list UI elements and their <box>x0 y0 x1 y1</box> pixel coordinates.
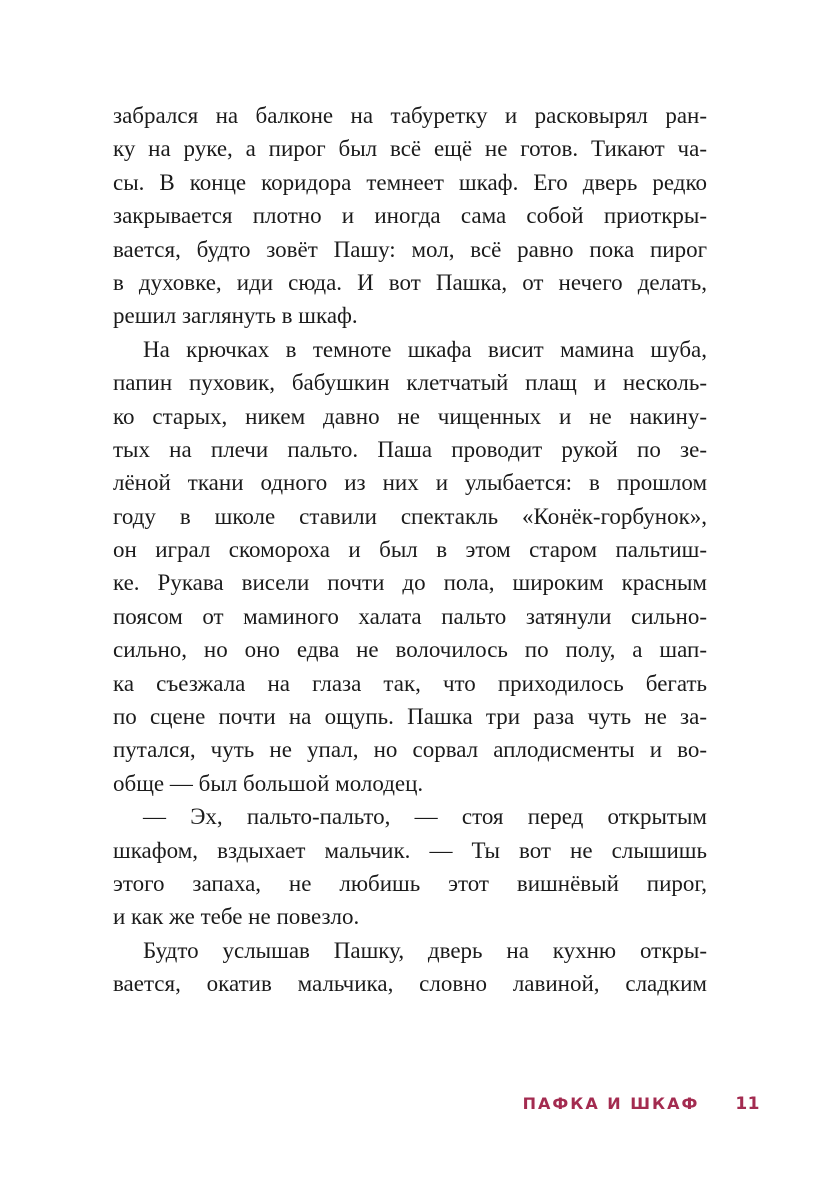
text-line: он играл скомороха и был в этом старом пальтиш- <box>113 537 707 563</box>
text-line: году в школе ставили спектакль «Конёк-горбунок», <box>113 503 707 529</box>
text-line: в духовке, иди сюда. И вот Пашка, от нечего делать, <box>113 269 707 295</box>
text-line: Будто услышав Пашку, дверь на кухню откры- <box>143 937 707 963</box>
text-line: обще — был большой молодец. <box>113 770 424 796</box>
text-line: вается, будто зовёт Пашу: мол, всё равно пока пирог <box>113 236 707 262</box>
text-line: этого запаха, не любишь этот вишнёвый пирог, <box>113 870 707 896</box>
text-line: закрывается плотно и иногда сама собой приоткры- <box>113 203 707 229</box>
text-line: шкафом, вздыхает мальчик. — Ты вот не слышишь <box>113 837 707 863</box>
text-line: ку на руке, а пирог был всё ещё не готов. Тикают ча- <box>113 136 707 162</box>
chapter-title: ПАФКА И ШКАФ <box>522 1094 700 1113</box>
text-line: лёной ткани одного из них и улыбается: в прошлом <box>113 470 707 496</box>
text-line: путался, чуть не упал, но сорвал аплодисменты и во- <box>113 737 707 763</box>
text-line: решил заглянуть в шкаф. <box>113 303 358 329</box>
text-line: по сцене почти на ощупь. Пашка три раза чуть не за- <box>113 704 707 730</box>
text-line: забрался на балконе на табуретку и расковырял ран- <box>113 103 707 128</box>
text-line: На крючках в темноте шкафа висит мамина шуба, <box>143 336 707 362</box>
text-line: вается, окатив мальчика, словно лавиной, сладким <box>113 971 707 997</box>
text-line: тых на плечи пальто. Паша проводит рукой по зе- <box>113 436 707 462</box>
text-line: сы. В конце коридора темнеет шкаф. Его дверь редко <box>113 169 707 195</box>
text-line: поясом от маминого халата пальто затянули сильно- <box>113 603 707 629</box>
text-line: — Эх, пальто-пальто, — стоя перед открытым <box>143 804 707 830</box>
text-line: папин пуховик, бабушкин клетчатый плащ и несколь- <box>113 370 707 396</box>
page-footer <box>523 1094 760 1114</box>
page-number: 11 <box>735 1094 760 1114</box>
text-line: сильно, но оно едва не волочилось по полу, а шап- <box>113 637 707 663</box>
page-text <box>113 99 707 1001</box>
text-line: и как же тебе не повезло. <box>113 904 360 930</box>
text-line: ка съезжала на глаза так, что приходилось бегать <box>113 670 707 696</box>
text-line: ке. Рукава висели почти до пола, широким красным <box>113 570 707 596</box>
text-line: ко старых, никем давно не чищенных и не накину- <box>113 403 707 429</box>
